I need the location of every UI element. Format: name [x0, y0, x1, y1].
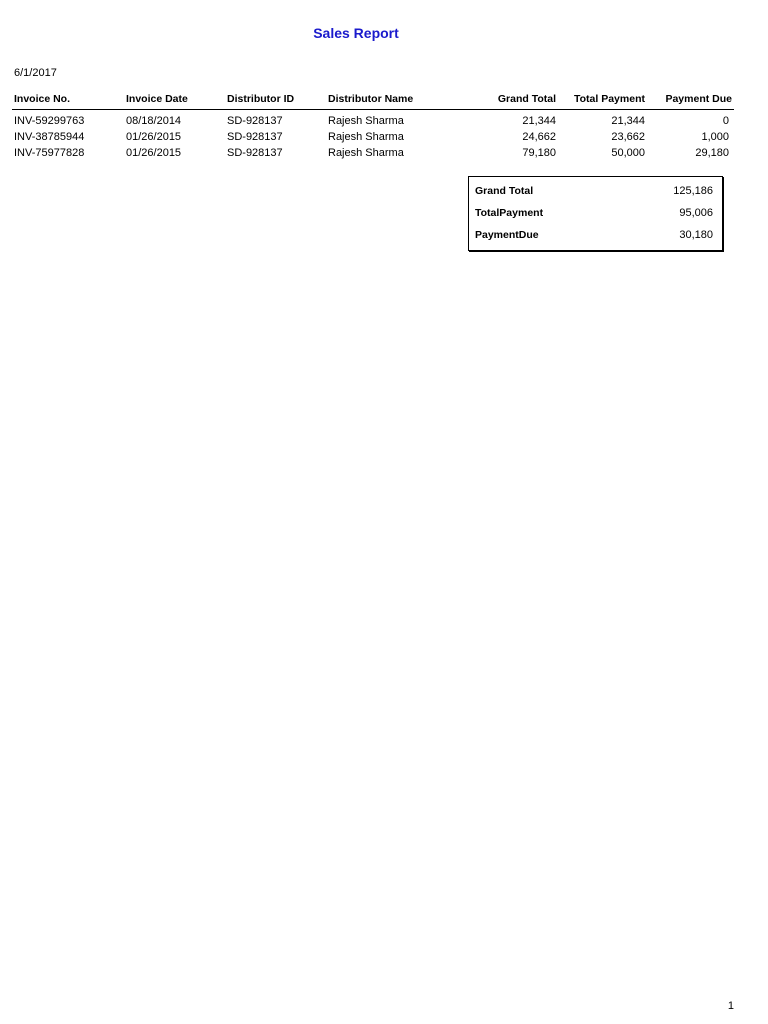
summary-row-total-payment	[469, 207, 722, 223]
cell-grand-total: 21,344	[522, 115, 556, 127]
header-payment-due: Payment Due	[665, 93, 732, 105]
header-invoice-no: Invoice No.	[14, 93, 71, 105]
cell-invoice-no: INV-59299763	[14, 115, 85, 127]
cell-grand-total: 79,180	[522, 147, 556, 159]
cell-distributor-name: Rajesh Sharma	[328, 147, 404, 159]
table-header-row	[0, 93, 768, 109]
table-row	[0, 115, 768, 131]
cell-total-payment: 50,000	[611, 147, 645, 159]
table-row	[0, 147, 768, 163]
header-grand-total: Grand Total	[497, 93, 556, 105]
cell-payment-due: 29,180	[695, 147, 729, 159]
summary-total-payment-label: TotalPayment	[475, 207, 544, 219]
cell-invoice-date: 01/26/2015	[126, 131, 182, 143]
cell-total-payment: 21,344	[611, 115, 645, 127]
report-title: Sales Report	[313, 25, 399, 41]
summary-payment-due-label: PaymentDue	[475, 229, 539, 241]
summary-total-payment-value: 95,006	[679, 207, 713, 219]
cell-distributor-id: SD-928137	[227, 115, 283, 127]
cell-grand-total: 24,662	[522, 131, 556, 143]
cell-distributor-name: Rajesh Sharma	[328, 115, 404, 127]
summary-row-grand-total	[469, 185, 722, 201]
cell-invoice-date: 01/26/2015	[126, 147, 182, 159]
report-date: 6/1/2017	[14, 67, 57, 79]
cell-payment-due: 0	[722, 115, 729, 127]
cell-payment-due: 1,000	[701, 131, 729, 143]
page-number: 1	[727, 1000, 734, 1012]
summary-grand-total-value: 125,186	[673, 185, 713, 197]
header-invoice-date: Invoice Date	[126, 93, 188, 105]
cell-invoice-no: INV-75977828	[14, 147, 85, 159]
header-distributor-id: Distributor ID	[227, 93, 295, 105]
header-distributor-name: Distributor Name	[328, 93, 414, 105]
summary-payment-due-value: 30,180	[679, 229, 713, 241]
summary-grand-total-label: Grand Total	[475, 185, 534, 197]
cell-invoice-date: 08/18/2014	[126, 115, 182, 127]
cell-distributor-id: SD-928137	[227, 131, 283, 143]
header-total-payment: Total Payment	[574, 93, 645, 105]
summary-box	[468, 176, 723, 251]
cell-distributor-id: SD-928137	[227, 147, 283, 159]
cell-total-payment: 23,662	[611, 131, 645, 143]
table-row	[0, 131, 768, 147]
cell-invoice-no: INV-38785944	[14, 131, 85, 143]
summary-row-payment-due	[469, 229, 722, 245]
cell-distributor-name: Rajesh Sharma	[328, 131, 404, 143]
header-divider	[12, 109, 734, 110]
